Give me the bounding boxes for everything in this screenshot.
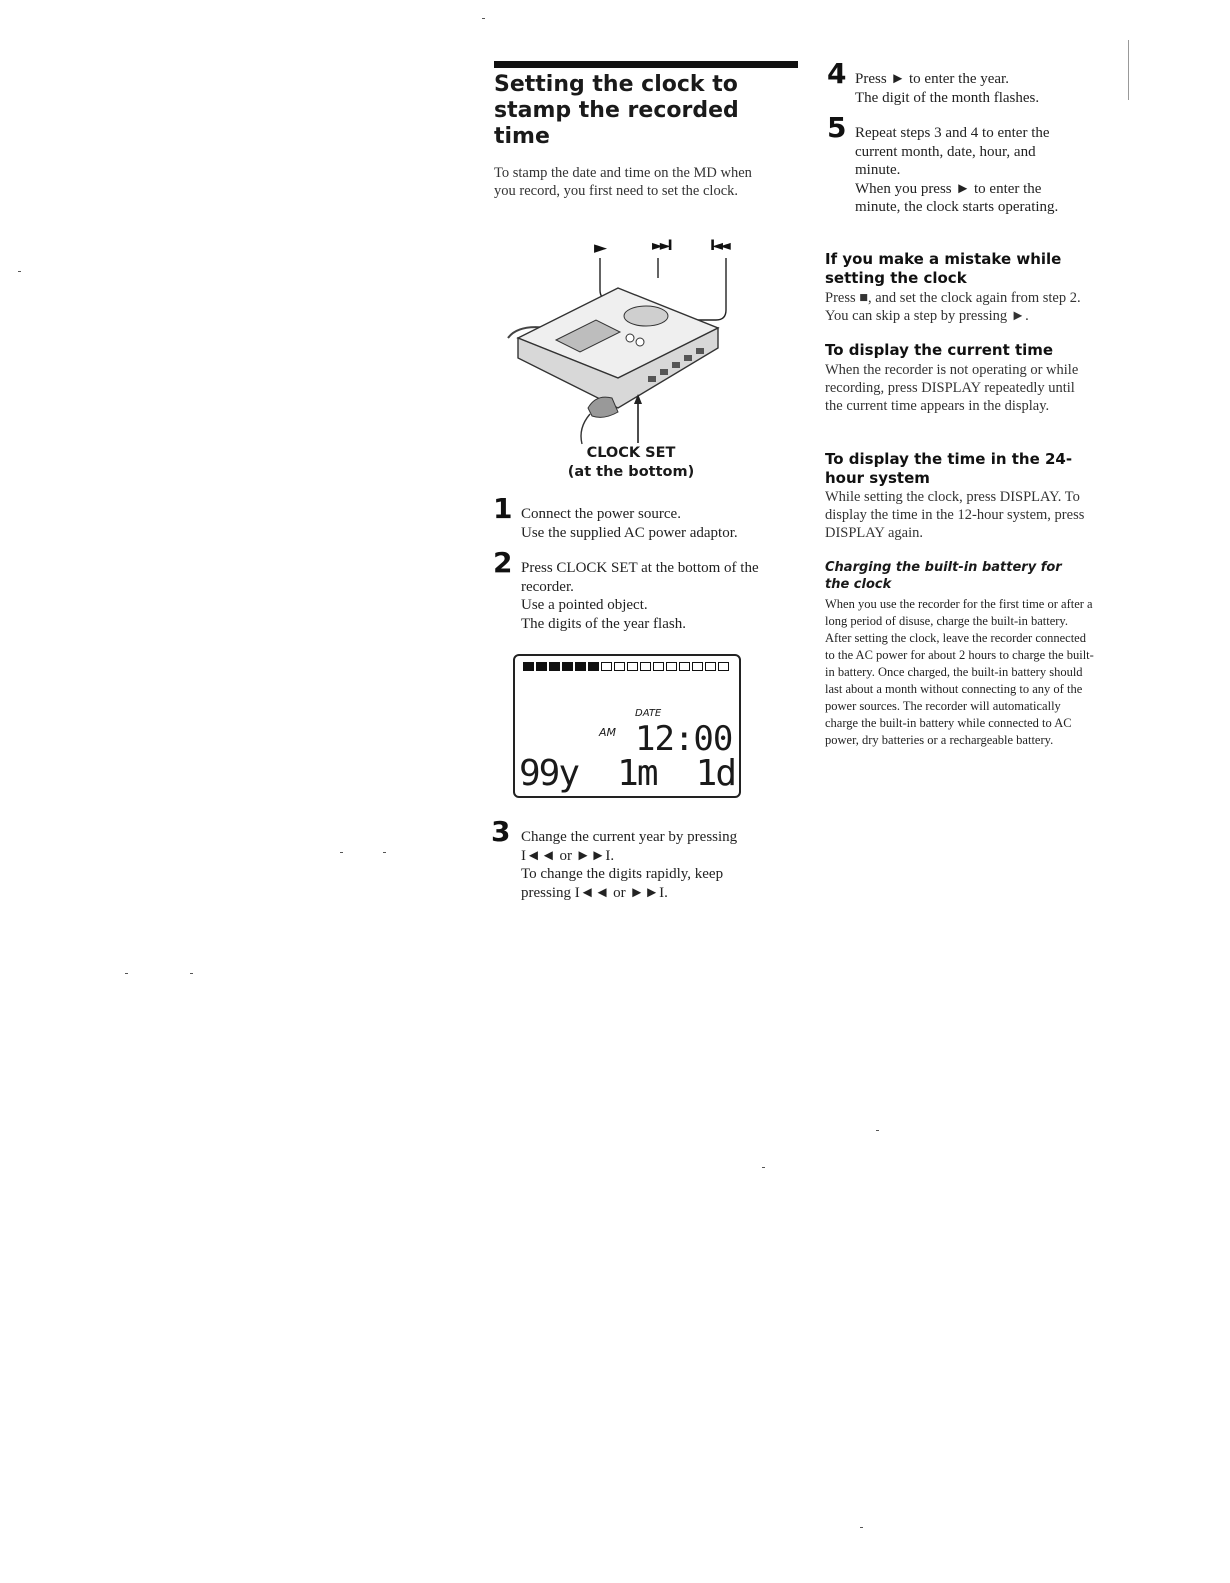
charging-body: When you use the recorder for the first time or after a long period of disuse, charge the built-in battery. After setting the clock, leave the recorder connected to the AC power for about 2 hours to charge the built-in battery. Once charged, the built-in battery should last about a month without connecting to any of the power sources. The recorder will automatically charge the built-in battery while connected to AC power, dry batteries or a rechargeable battery. [825, 597, 1094, 747]
scan-speck [762, 1167, 765, 1168]
level-segment [653, 662, 664, 671]
step-1-number: 1 [493, 492, 513, 525]
level-segment [679, 662, 690, 671]
forward-control-label: ►►I [652, 238, 670, 254]
lcd-display [513, 654, 741, 798]
lcd-date-row [519, 753, 735, 794]
scan-speck [340, 852, 343, 853]
lcd-year: 99y [519, 753, 579, 794]
current-time-body: When the recorder is not operating or while recording, press DISPLAY repeatedly until the current time appears in the display. [825, 362, 1079, 414]
step-2 [521, 559, 761, 633]
scan-speck [860, 1527, 863, 1528]
current-time-heading: To display the current time [825, 341, 1054, 359]
clock-set-location: (at the bottom) [567, 464, 695, 480]
scan-speck [190, 973, 193, 974]
step-1 [521, 505, 781, 542]
scan-speck [125, 973, 128, 974]
lcd-date-label: DATE [635, 708, 662, 719]
lcd-time: 12:00 [635, 719, 733, 759]
step-3 [521, 828, 766, 902]
clock-set-label: CLOCK SET [586, 445, 676, 461]
step-4 [855, 70, 1085, 107]
step-4-number: 4 [827, 57, 847, 90]
hour24-heading: To display the time in the 24-hour system [825, 450, 1073, 487]
step-3-line: Change the current year by pressing I◄◄ or ►►I. [521, 829, 738, 864]
step-1-line: Use the supplied AC power adaptor. [521, 524, 738, 541]
page-title: Setting the clock to stamp the recorded time [494, 72, 739, 149]
level-segment [575, 662, 586, 671]
step-2-line: The digits of the year flash. [521, 615, 686, 632]
step-4-line: The digit of the month flashes. [855, 89, 1040, 106]
clock-set-caption [521, 444, 741, 482]
scan-edge-line [1128, 40, 1129, 100]
level-segment [549, 662, 560, 671]
level-segment [705, 662, 716, 671]
step-3-number: 3 [491, 815, 511, 848]
step-5-number: 5 [827, 111, 847, 144]
recorder-illustration [478, 258, 748, 448]
level-segment [601, 662, 612, 671]
lcd-am-label: AM [599, 726, 617, 739]
play-control-label: ► [594, 238, 608, 258]
level-segment [627, 662, 638, 671]
lcd-day: 1d [695, 753, 735, 794]
scan-speck [876, 1130, 879, 1131]
lcd-month: 1m [617, 753, 657, 794]
step-3-line: To change the digits rapidly, keep pressing I◄◄ or ►►I. [521, 866, 724, 901]
scan-speck [18, 271, 21, 272]
intro-text: To stamp the date and time on the MD when you record, you first need to set the clock. [494, 165, 752, 199]
step-2-line: Press CLOCK SET at the bottom of the recorder. [521, 560, 759, 595]
mistake-heading: If you make a mistake while setting the clock [825, 250, 1062, 287]
hour24-body: While setting the clock, press DISPLAY. To display the time in the 12-hour system, press DISPLAY again. [825, 489, 1085, 541]
level-segment [523, 662, 534, 671]
level-segment [640, 662, 651, 671]
step-5 [855, 124, 1080, 217]
level-segment [588, 662, 599, 671]
charging-heading: Charging the built-in battery for the clock [825, 560, 1062, 592]
scan-speck [383, 852, 386, 853]
level-segment [614, 662, 625, 671]
step-5-line: When you press ► to enter the minute, the clock starts operating. [855, 180, 1059, 215]
scan-speck [482, 18, 485, 19]
level-segment [666, 662, 677, 671]
mistake-body: Press ■, and set the clock again from step 2. You can skip a step by pressing ►. [825, 290, 1081, 324]
level-segment [692, 662, 703, 671]
rewind-control-label: I◄◄ [710, 238, 728, 254]
step-5-line: Repeat steps 3 and 4 to enter the current month, date, hour, and minute. [855, 125, 1050, 178]
step-2-number: 2 [493, 546, 513, 579]
level-segment [562, 662, 573, 671]
step-2-line: Use a pointed object. [521, 597, 648, 613]
title-rule [494, 61, 798, 68]
step-1-line: Connect the power source. [521, 506, 681, 522]
step-4-line: Press ► to enter the year. [855, 71, 1009, 87]
level-segment [718, 662, 729, 671]
level-meter [523, 662, 729, 671]
level-segment [536, 662, 547, 671]
